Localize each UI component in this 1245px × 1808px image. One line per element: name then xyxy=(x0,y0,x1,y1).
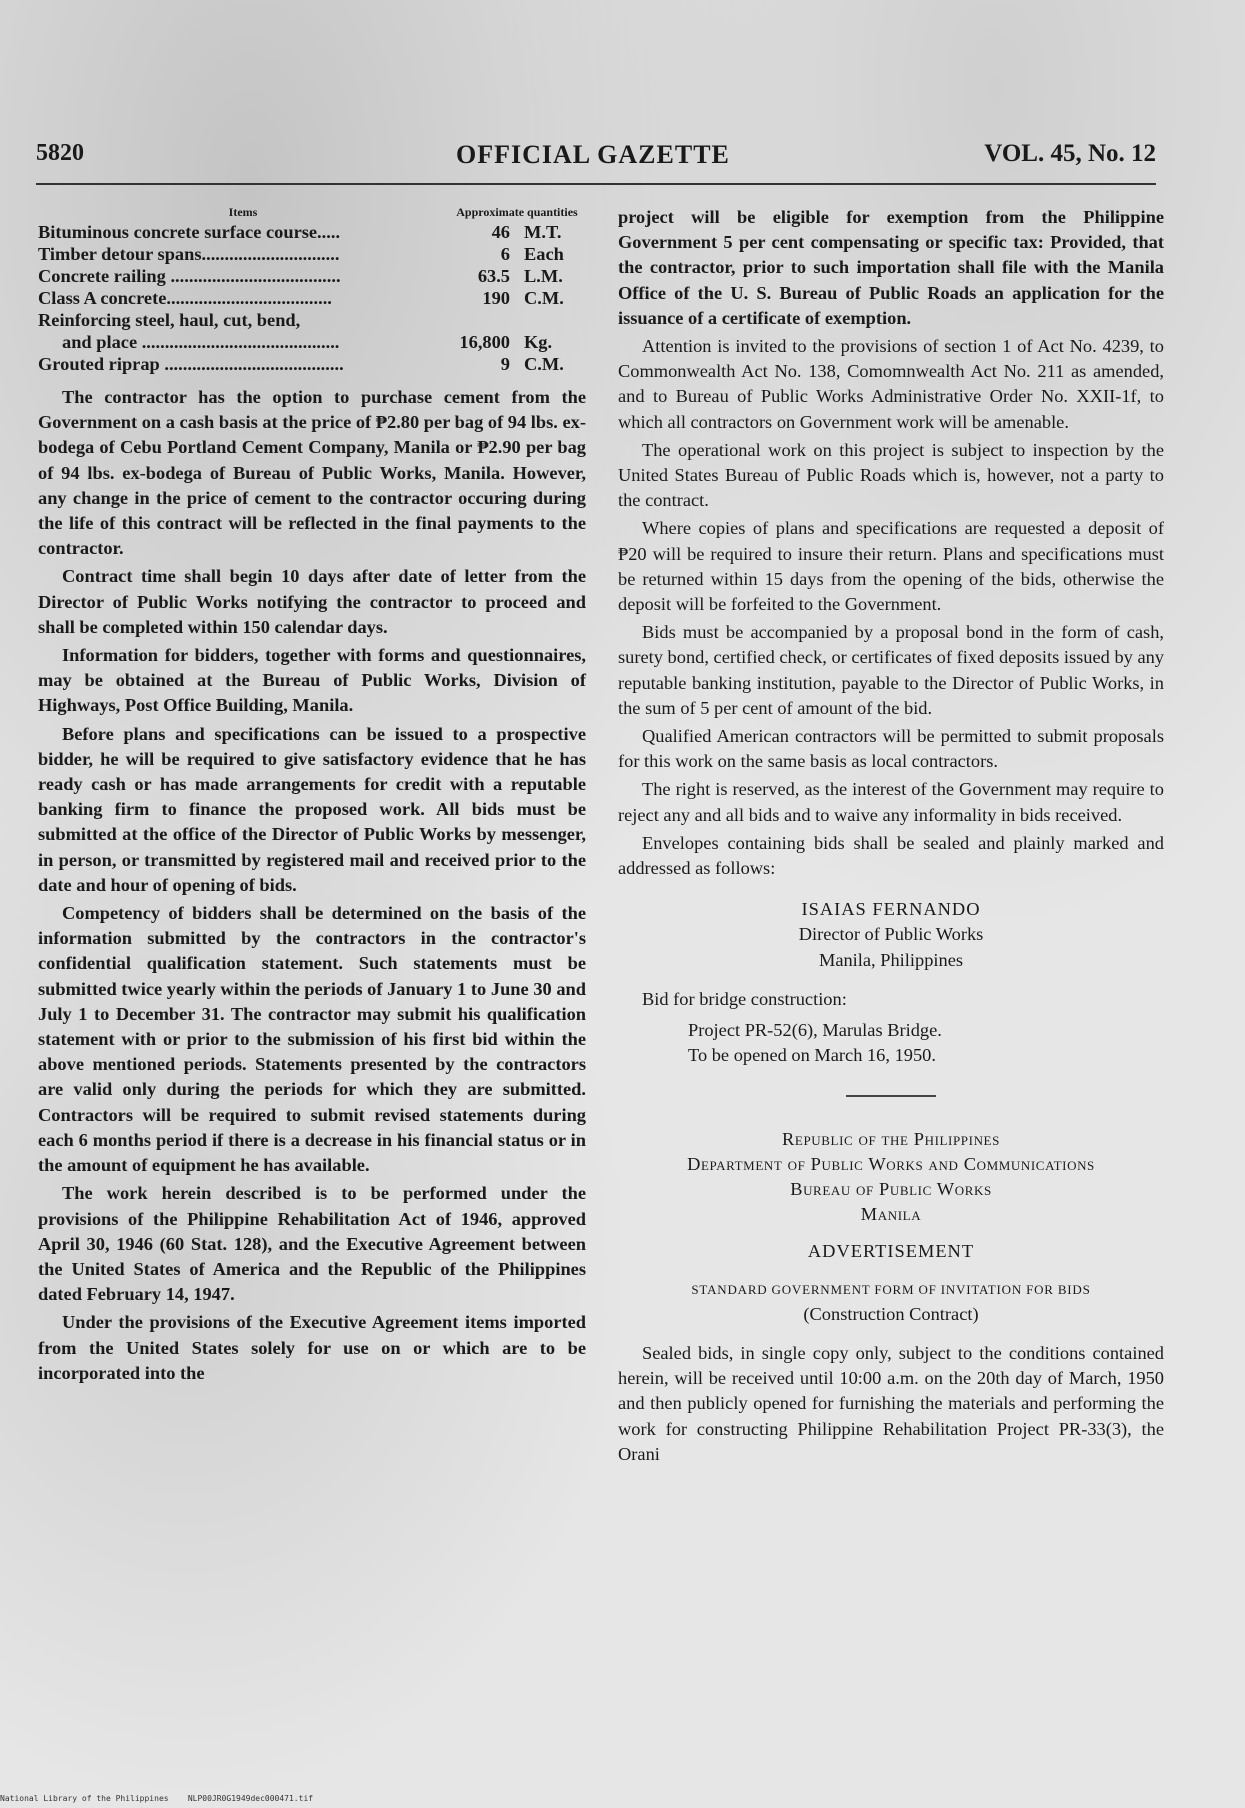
paragraph: Contract time shall begin 10 days after date of letter from the Director of Public Works notifying the contractor to proceed and shall be completed within 150 calendar days. xyxy=(38,566,586,637)
bid-project: Project PR-52(6), Marulas Bridge. xyxy=(688,1020,942,1041)
unit-cell: Kg. xyxy=(524,332,553,352)
qty-cell: 16,800 xyxy=(459,332,510,352)
table-row xyxy=(38,265,586,287)
unit-cell: C.M. xyxy=(524,354,564,374)
paragraph: Qualified American contractors will be permitted to submit proposals for this work on the same basis as local contractors. xyxy=(618,726,1164,772)
contract-type: (Construction Contract) xyxy=(803,1303,979,1324)
signature-block xyxy=(618,897,1164,973)
city-line: Manila xyxy=(860,1204,922,1225)
item-cell: Grouted riprap ....................................... xyxy=(38,354,344,374)
paragraph: Under the provisions of the Executive Agreement items imported from the United States solely for use on or which are to be incorporated into the xyxy=(38,1312,586,1383)
qty-cell: 9 xyxy=(500,354,510,374)
advertisement-heading: ADVERTISEMENT xyxy=(807,1241,975,1262)
table-row xyxy=(38,287,586,309)
paragraph: Bids must be accompanied by a proposal bond in the form of cash, surety bond, certified check, or certificates of fixed deposits issued by any reputable banking institution, payable to the Director of Public Works, in the sum of 5 per cent of amount of the bid. xyxy=(618,622,1164,718)
item-cell: Concrete railing ..................................... xyxy=(38,266,341,286)
items-header: Items xyxy=(228,205,258,219)
item-cell: Reinforcing steel, haul, cut, bend, xyxy=(38,310,301,330)
footer-library: National Library of the Philippines xyxy=(0,1794,169,1803)
paragraph: The operational work on this project is subject to inspection by the United States Bureau of Public Roads which is, however, not a party to the contract. xyxy=(618,439,1164,511)
left-column xyxy=(38,205,586,1389)
page-header xyxy=(36,140,1156,180)
unit-cell: Each xyxy=(524,244,564,264)
paragraph: The contractor has the option to purchase cement from the Government on a cash basis at the price of ₱2.80 per bag of 94 lbs. ex-bodega of Cebu Portland Cement Company, Manila or ₱2.90 per bag of 94 lbs. ex-bodega of Bureau of Public Works, Manila. However, any change in the price of cement to the contractor occuring during the life of this contract will be reflected in the final payments to the contractor. xyxy=(38,387,586,559)
qty-cell: 46 xyxy=(491,222,510,242)
table-row xyxy=(38,221,586,243)
paragraph: Envelopes containing bids shall be sealed and plainly marked and addressed as follows: xyxy=(618,832,1164,879)
republic-line: Republic of the Philippines xyxy=(782,1128,1000,1149)
unit-cell: C.M. xyxy=(524,288,564,308)
paragraph: Attention is invited to the provisions of section 1 of Act No. 4239, to Commonwealth Act No. 138, Comomnwealth Act No. 211 as amended, and to Bureau of Public Works Administrative Order No. XXII-1f, to which all contractors on Government work will be amenable. xyxy=(618,336,1164,432)
volume-number: VOL. 45, No. 12 xyxy=(984,140,1156,167)
table-header xyxy=(38,205,586,221)
section-divider xyxy=(846,1095,936,1097)
table-row xyxy=(38,331,586,353)
qty-cell: 190 xyxy=(482,288,510,308)
scan-footer xyxy=(0,1794,313,1803)
header-rule xyxy=(36,183,1156,185)
paragraph: Before plans and specifications can be issued to a prospective bidder, he will be required to give satisfactory evidence that he has ready cash or has made arrangements for credit with a reputable banking firm to finance the proposed work. All bids must be submitted at the office of the Director of Public Works by messenger, in person, or transmitted by registered mail and received prior to the date and hour of opening of bids. xyxy=(38,723,586,895)
paragraph: project will be eligible for exemption from the Philippine Government 5 per cent compensating or specific tax: Provided, that the contractor, prior to such importation shall file with the Manila Office of the U. S. Bureau of Public Roads an application for the issuance of a certificate of exemption. xyxy=(618,207,1164,328)
bid-opening: To be opened on March 16, 1950. xyxy=(688,1045,936,1066)
signatory-name: ISAIAS FERNANDO xyxy=(801,899,981,920)
bid-label: Bid for bridge construction: xyxy=(642,988,847,1009)
department-line: Department of Public Works and Communications xyxy=(687,1153,1095,1174)
item-cell: Timber detour spans.............................. xyxy=(38,244,340,264)
signatory-place: Manila, Philippines xyxy=(818,949,964,970)
qty-cell: 63.5 xyxy=(477,266,510,286)
item-cell: Class A concrete.................................... xyxy=(38,288,332,308)
table-row xyxy=(38,309,586,331)
item-cell: Bituminous concrete surface course..... xyxy=(38,222,341,242)
paragraph: Where copies of plans and specifications are requested a deposit of ₱20 will be required to insure their return. Plans and specifications must be returned within 15 days from the opening of the bids, otherwise the deposit will be forfeited to the Government. xyxy=(618,518,1164,615)
paragraph: The right is reserved, as the interest of the Government may require to reject any and all bids and to waive any informality in bids received. xyxy=(618,779,1164,825)
paragraph: The work herein described is to be performed under the provisions of the Philippine Rehabilitation Act of 1946, approved April 30, 1946 (60 Stat. 128), and the Executive Agreement between the United States of America and the Republic of the Philippines dated February 14, 1947. xyxy=(38,1183,586,1305)
table-row xyxy=(38,353,586,375)
advertisement-subheading: STANDARD GOVERNMENT FORM OF INVITATION FOR BIDS xyxy=(691,1281,1091,1297)
item-cell: and place ........................................... xyxy=(62,332,340,352)
paragraph: Information for bidders, together with forms and questionnaires, may be obtained at the Bureau of Public Works, Division of Highways, Post Office Building, Manila. xyxy=(38,645,586,716)
unit-cell: L.M. xyxy=(524,266,563,286)
unit-cell: M.T. xyxy=(524,222,562,242)
quantities-table xyxy=(38,205,586,375)
paragraph: Sealed bids, in single copy only, subject to the conditions contained herein, will be received until 10:00 a.m. on the 20th day of March, 1950 and then publicly opened for furnishing the materials and performing the work for constructing Philippine Rehabilitation Project PR-33(3), the Orani xyxy=(618,1342,1164,1464)
paragraph: Competency of bidders shall be determined on the basis of the information submitted by the contractors in the contractor's confidential qualification statement. Such statements must be submitted twice yearly within the periods of January 1 to June 30 and July 1 to December 31. The contractor may submit his qualification statement with or prior to the submission of his first bid within the above mentioned periods. Statements presented by the contractors are valid only during the periods for which they are submitted. Contractors will be required to submit revised statements during each 6 months period if there is a decrease in his financial status or in the amount of equipment he has available. xyxy=(38,903,586,1176)
qty-cell: 6 xyxy=(500,244,510,264)
quantities-header: Approximate quantities xyxy=(456,205,578,219)
footer-file: NLP00JR0G1949dec000471.tif xyxy=(187,1794,314,1803)
signatory-position: Director of Public Works xyxy=(798,924,984,945)
publication-title: OFFICIAL GAZETTE xyxy=(456,140,730,169)
bureau-line: Bureau of Public Works xyxy=(790,1178,992,1199)
right-column xyxy=(618,205,1164,1470)
page-number: 5820 xyxy=(36,140,84,166)
table-row xyxy=(38,243,586,265)
